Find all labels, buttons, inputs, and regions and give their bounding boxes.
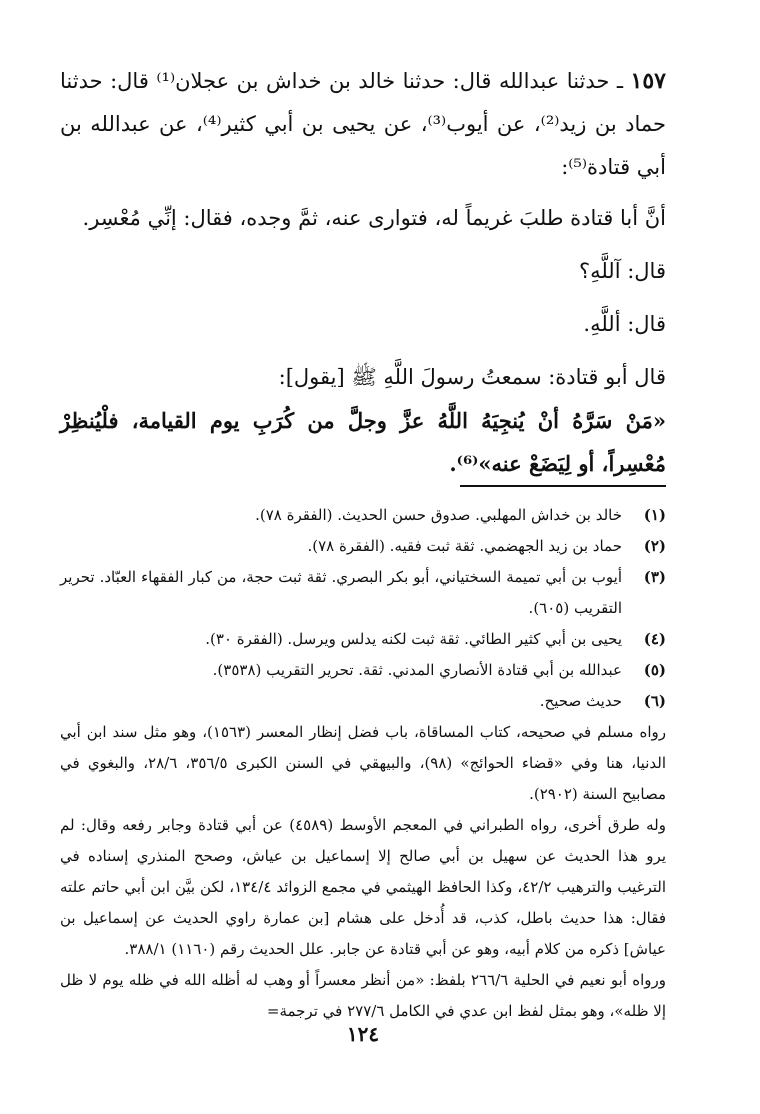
footnote-number: (٦) (643, 692, 666, 710)
footnote-number: (٥) (643, 661, 666, 679)
page-number: ١٢٤ (346, 1022, 380, 1046)
footnote-number: (٣) (643, 568, 666, 586)
footnote-paragraph: وله طرق أخرى، رواه الطبراني في المعجم الأوسط (٤٥٨٩) عن أبي قتادة وجابر رفعه وقال: لم يرو هذا الحديث عن سهيل بن أبي صالح إلا إسماعيل بن عياش، وصحح المنذري إسناده في الترغيب والترهيب ٤٢/٢، وكذا الحافظ الهيثمي في مجمع الزوائد ١٣٤/٤، لكن بيَّن ابن أبي حاتم علته فقال: هذا حديث باطل، كذب، قد أُدخل على هشام [بن عمارة راوي الحديث عن إسماعيل بن عياش] ذكره من كلام أبيه، وهو عن أبي قتادة عن جابر. علل الحديث رقم (١١٦٠) ٣٨٨/١. (60, 816, 667, 958)
hadith-isnad (60, 60, 666, 189)
footnote-paragraph: رواه مسلم في صحيحه، كتاب المساقاة، باب فضل إنظار المعسر (١٥٦٣)، وهو مثل سند ابن أبي الدنيا، هنا وفي «قضاء الحوائج» (٩٨)، والبيهقي في السنن الكبرى ٣٥٦/٥، ٢٨/٦، والبغوي في مصابيح السنة (٢٩٠٢). (60, 723, 666, 803)
footnote-paragraph: ورواه أبو نعيم في الحلية ٢٦٦/٦ بلفظ: «من أنظر معسراً أو وهب له أظله الله في ظله يوم لا ظل إلا ظله»، وهو بمثل لفظ ابن عدي في الكامل ٢٧٧/٦ في ترجمة= (60, 971, 666, 1020)
footnote-item (60, 655, 666, 686)
hadith-text-2: قال: آللَّهِ؟ (578, 259, 666, 283)
footnote-number: (١) (643, 506, 666, 524)
footnote-divider (460, 485, 666, 487)
hadith-text-3: قال: أللَّهِ. (583, 312, 666, 336)
footnote-number: (٢) (643, 537, 666, 555)
footnote-text: خالد بن خداش المهلبي. صدوق حسن الحديث. (الفقرة ٧٨). (255, 506, 622, 524)
footnotes (60, 500, 666, 1027)
footnote-item (60, 531, 666, 562)
isnad-text: ـ حدثنا عبدالله قال: حدثنا خالد بن خداش بن عجلان⁽¹⁾ قال: حدثنا حماد بن زيد⁽²⁾، عن أيوب⁽³⁾، عن يحيى بن أبي كثير⁽⁴⁾، عن عبدالله بن أبي قتادة⁽⁵⁾: (60, 69, 666, 179)
footnote-text: أيوب بن أبي تميمة السختياني، أبو بكر البصري. ثقة ثبت حجة، من كبار الفقهاء العبّاد. تحرير التقريب (٦٠٥). (60, 568, 622, 617)
footnote-text: يحيى بن أبي كثير الطائي. ثقة ثبت لكنه يدلس ويرسل. (الفقرة ٣٠). (205, 630, 622, 648)
hadith-text-4: قال أبو قتادة: سمعتُ رسولَ اللَّهِ ﷺ [يقول]: (278, 365, 666, 389)
footnote-number: (٤) (643, 630, 666, 648)
footnote-text: حديث صحيح. (539, 692, 622, 710)
footnote-text: عبدالله بن أبي قتادة الأنصاري المدني. ثقة. تحرير التقريب (٣٥٣٨). (212, 661, 622, 679)
document-page (60, 60, 666, 1070)
footnote-item (60, 624, 666, 655)
hadith-body (60, 60, 666, 485)
hadith-number: ١٥٧ (630, 68, 666, 94)
footnote-item (60, 500, 666, 531)
hadith-text-1: أنَّ أبا قتادة طلبَ غريماً له، فتوارى عنه، ثمَّ وجده، فقال: إنِّي مُعْسِر. (82, 206, 666, 230)
footnote-item (60, 562, 666, 624)
footnote-text: حماد بن زيد الجهضمي. ثقة ثبت فقيه. (الفقرة ٧٨). (307, 537, 622, 555)
hadith-matn: «مَنْ سَرَّهُ أنْ يُنجِيَهُ اللَّهُ عزَّ وجلَّ من كُرَبِ يوم القيامة، فلْيُنظِرْ مُعْسِراً، أو لِيَضَعْ عنه»⁽⁶⁾. (60, 408, 666, 476)
footnote-item (60, 686, 666, 717)
